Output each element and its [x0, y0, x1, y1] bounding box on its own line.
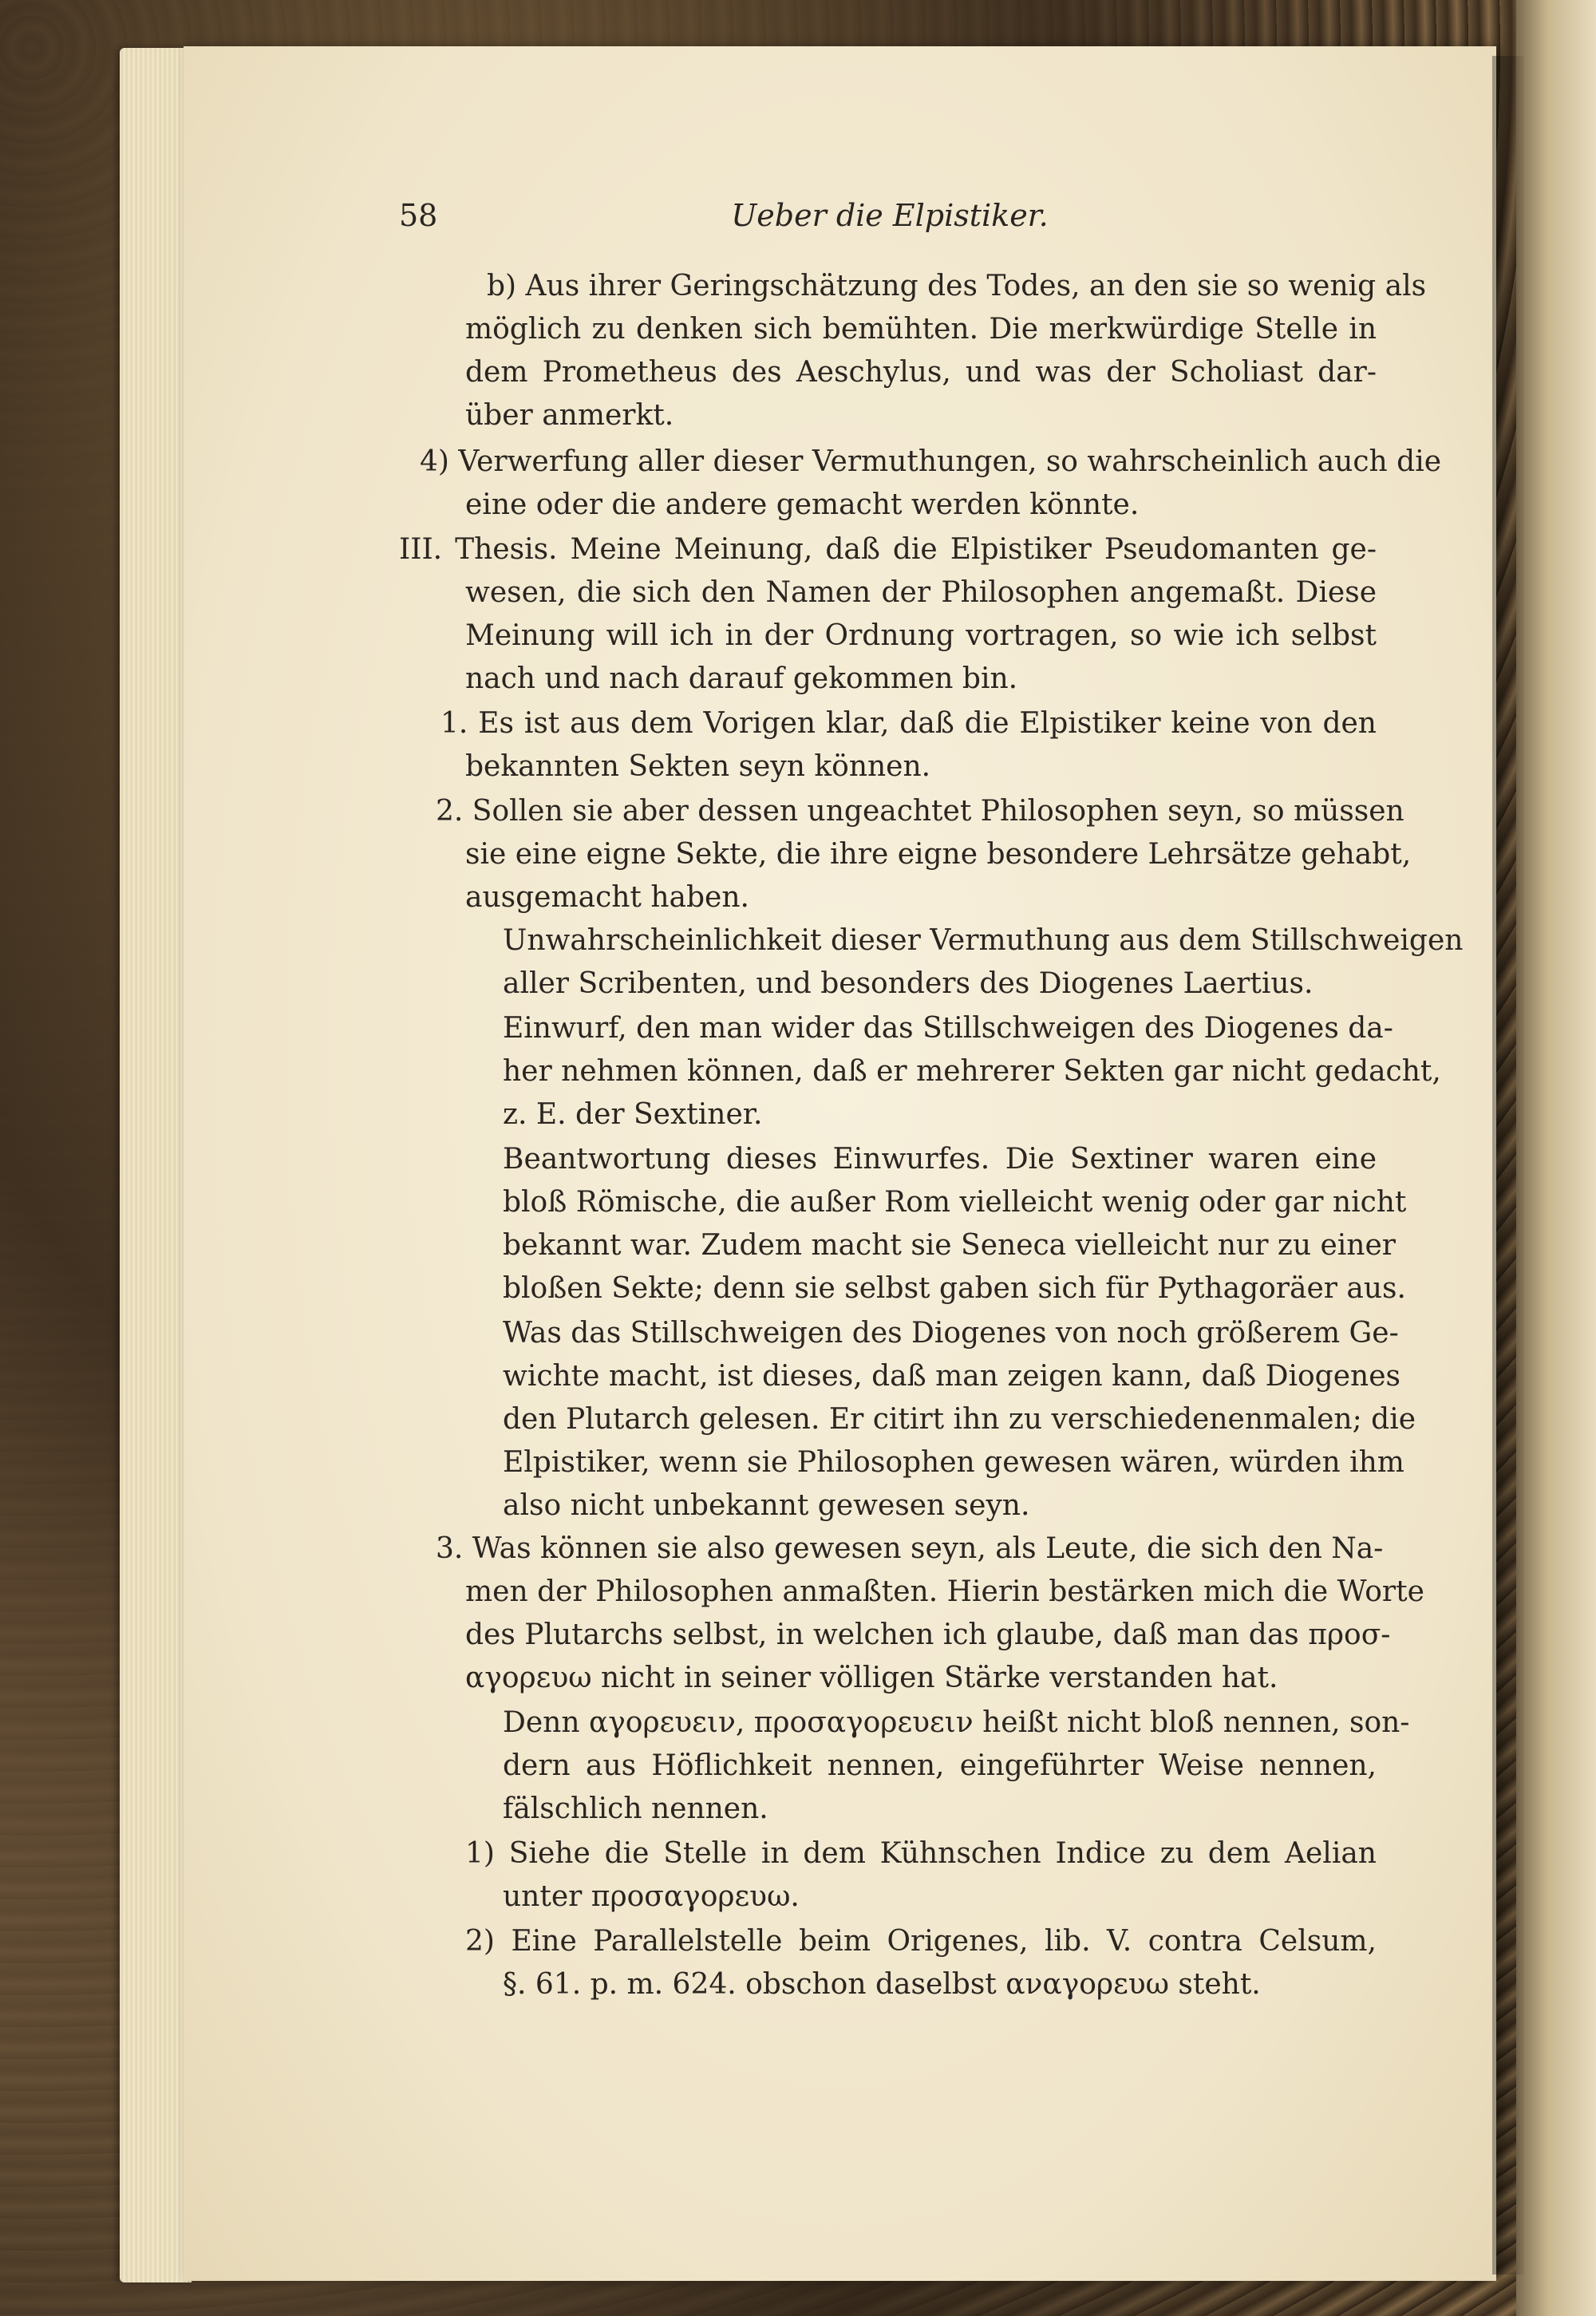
text-line: bloß Römische, die außer Rom vielleicht wenig oder gar nicht — [503, 1186, 1407, 1219]
text-line: 4) Verwerfung aller dieser Vermuthungen, so wahrscheinlich auch die — [420, 445, 1442, 478]
text-line: bekannten Sekten seyn können. — [465, 750, 931, 783]
page-number: 58 — [399, 198, 438, 233]
text-line: Was das Stillschweigen des Diogenes von noch größerem Ge- — [503, 1317, 1399, 1350]
text-line: 2) Eine Parallelstelle beim Origenes, lib. V. contra Celsum, — [465, 1925, 1377, 1958]
text-line: §. 61. p. m. 624. obschon daselbst αναγορευω steht. — [503, 1968, 1261, 2001]
text-line: unter προσαγορευω. — [503, 1880, 800, 1913]
text-line: nach und nach darauf gekommen bin. — [465, 662, 1018, 695]
text-line: des Plutarchs selbst, in welchen ich glaube, daß man das προσ- — [465, 1618, 1391, 1651]
text-line: her nehmen können, daß er mehrerer Sekten gar nicht gedacht, — [503, 1055, 1441, 1088]
text-line: αγορευω nicht in seiner völligen Stärke verstanden hat. — [465, 1662, 1278, 1694]
text-line: über anmerkt. — [465, 399, 674, 432]
text-line: Meinung will ich in der Ordnung vortragen, so wie ich selbst — [465, 619, 1377, 652]
text-line: 1) Siehe die Stelle in dem Kühnschen Indice zu dem Aelian — [465, 1837, 1377, 1870]
page-edges — [120, 48, 192, 2282]
text-line: 3. Was können sie also gewesen seyn, als Leute, die sich den Na- — [436, 1532, 1384, 1565]
text-line: eine oder die andere gemacht werden könnte. — [465, 488, 1140, 521]
page-header — [399, 198, 1381, 246]
text-line: III. Thesis. Meine Meinung, daß die Elpistiker Pseudomanten ge- — [399, 533, 1377, 566]
text-line: z. E. der Sextiner. — [503, 1098, 763, 1131]
text-line: 1. Es ist aus dem Vorigen klar, daß die Elpistiker keine von den — [440, 707, 1377, 740]
text-line: ausgemacht haben. — [465, 881, 749, 914]
text-line: dem Prometheus des Aeschylus, und was der Scholiast dar- — [465, 356, 1377, 389]
facing-page-edge — [1516, 0, 1596, 2316]
text-line: Beantwortung dieses Einwurfes. Die Sextiner waren eine — [503, 1143, 1377, 1176]
text-line: also nicht unbekannt gewesen seyn. — [503, 1489, 1030, 1522]
text-line: Unwahrscheinlichkeit dieser Vermuthung aus dem Stillschweigen — [503, 924, 1464, 957]
text-line: Denn αγορευειν, προσαγορευειν heißt nicht bloß nennen, son- — [503, 1706, 1410, 1739]
text-line: dern aus Höflichkeit nennen, eingeführter Weise nennen, — [503, 1749, 1377, 1782]
text-line: bloßen Sekte; denn sie selbst gaben sich für Pythagoräer aus. — [503, 1272, 1406, 1305]
text-line: möglich zu denken sich bemühten. Die merkwürdige Stelle in — [465, 313, 1377, 346]
text-line: b) Aus ihrer Geringschätzung des Todes, an den sie so wenig als — [487, 270, 1427, 302]
text-line: men der Philosophen anmaßten. Hierin bestärken mich die Worte — [465, 1575, 1424, 1608]
text-line: Einwurf, den man wider das Stillschweigen des Diogenes da- — [503, 1012, 1393, 1045]
text-line: Elpistiker, wenn sie Philosophen gewesen wären, würden ihm — [503, 1446, 1404, 1479]
text-line: fälschlich nennen. — [503, 1792, 768, 1825]
text-line: sie eine eigne Sekte, die ihre eigne besondere Lehrsätze gehabt, — [465, 838, 1412, 871]
text-line: 2. Sollen sie aber dessen ungeachtet Philosophen seyn, so müssen — [436, 795, 1404, 828]
text-line: wesen, die sich den Namen der Philosophen angemaßt. Diese — [465, 576, 1377, 609]
text-line: aller Scribenten, und besonders des Diogenes Laertius. — [503, 967, 1314, 1000]
text-line: den Plutarch gelesen. Er citirt ihn zu verschiedenenmalen; die — [503, 1403, 1416, 1436]
page-gutter-shadow — [1492, 56, 1524, 2275]
running-title: Ueber die Elpistiker. — [731, 198, 1049, 233]
text-line: wichte macht, ist dieses, daß man zeigen kann, daß Diogenes — [503, 1360, 1400, 1393]
text-line: bekannt war. Zudem macht sie Seneca vielleicht nur zu einer — [503, 1229, 1396, 1262]
